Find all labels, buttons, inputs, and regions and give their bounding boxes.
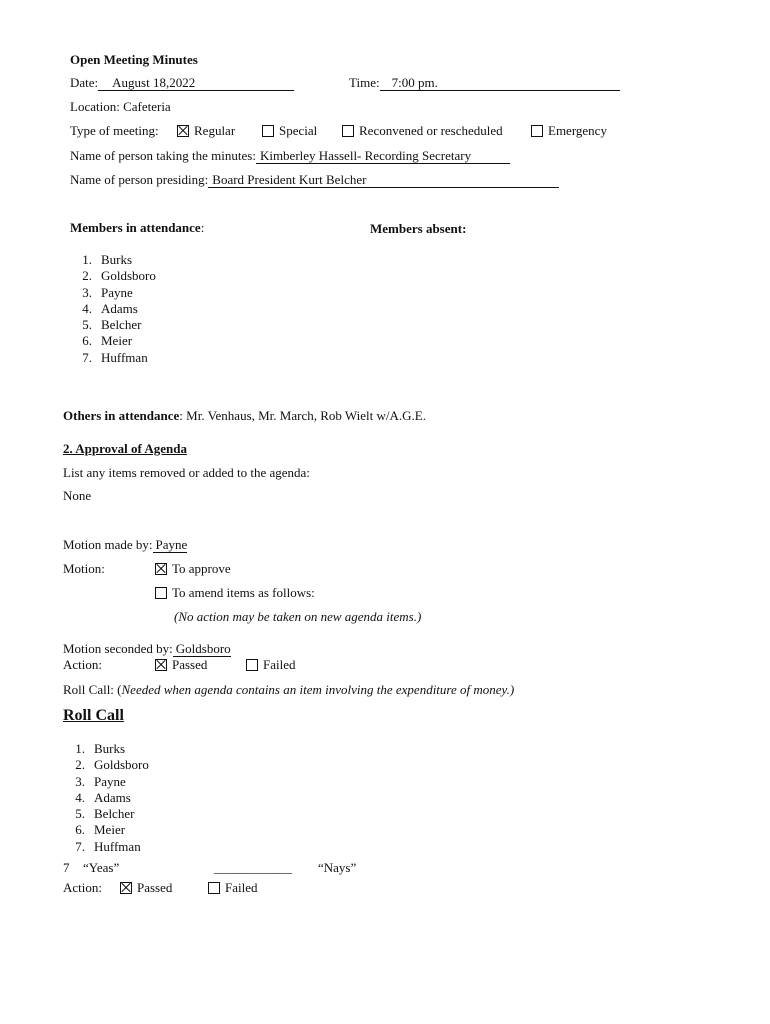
roll-action-passed[interactable]: Passed xyxy=(120,880,172,896)
time-row xyxy=(349,75,620,91)
list-item: 4. Adams xyxy=(82,300,138,316)
list-item: 6. Meier xyxy=(82,333,133,349)
members-absent-heading: Members absent: xyxy=(370,221,467,236)
agenda-list-value: None xyxy=(63,488,92,503)
checkbox-empty-icon[interactable] xyxy=(342,125,354,137)
list-item: 7. Huffman xyxy=(82,349,148,365)
roll-call-note: Roll Call: (Needed when agenda contains an item involving the expenditure of money.) xyxy=(63,682,515,697)
roll-call-list xyxy=(63,741,149,855)
action-label: Action: xyxy=(63,657,102,672)
agenda-heading: 2. Approval of Agenda xyxy=(63,441,188,456)
list-item: 1. Burks xyxy=(82,252,133,267)
list-item: 6. Meier xyxy=(75,822,126,838)
list-item: 2. Goldsboro xyxy=(82,268,156,284)
motion-made-value: Payne xyxy=(153,537,188,553)
list-item: 2. Goldsboro xyxy=(75,757,149,773)
date-value: August 18,2022 xyxy=(98,75,294,91)
action-passed[interactable]: Passed xyxy=(155,657,207,673)
roll-action-failed[interactable]: Failed xyxy=(208,880,258,896)
list-item: 1. Burks xyxy=(75,741,126,756)
checkbox-empty-icon[interactable] xyxy=(262,125,274,137)
presiding-value: Board President Kurt Belcher xyxy=(208,172,559,188)
motion-seconded-row: Motion seconded by: Goldsboro xyxy=(63,641,231,656)
members-attendance-heading: Members in attendance: xyxy=(70,220,205,235)
list-item: 7. Huffman xyxy=(75,838,141,854)
nays-blank: ____________ xyxy=(214,860,292,875)
presiding-row xyxy=(70,172,559,188)
nays-label: “Nays” xyxy=(318,860,357,875)
meeting-type-label: Type of meeting: xyxy=(70,123,159,138)
location: Location: Cafeteria xyxy=(70,99,171,114)
motion-label: Motion: xyxy=(63,561,105,576)
yeas-label: “Yeas” xyxy=(83,860,120,875)
checkbox-checked-icon[interactable] xyxy=(155,563,167,575)
others-attendance: Others in attendance: Mr. Venhaus, Mr. March, Rob Wielt w/A.G.E. xyxy=(63,408,426,423)
list-item: 4. Adams xyxy=(75,789,131,805)
document-title: Open Meeting Minutes xyxy=(70,52,198,67)
date-row xyxy=(70,75,294,91)
checkbox-empty-icon[interactable] xyxy=(155,587,167,599)
members-list xyxy=(70,252,156,366)
checkbox-empty-icon[interactable] xyxy=(208,882,220,894)
checkbox-checked-icon[interactable] xyxy=(155,659,167,671)
checkbox-empty-icon[interactable] xyxy=(246,659,258,671)
motion-made-row: Motion made by: Payne xyxy=(63,537,188,552)
list-item: 3. Payne xyxy=(82,284,133,300)
date-label: Date: xyxy=(70,75,99,90)
time-label: Time: xyxy=(349,75,380,90)
checkbox-empty-icon[interactable] xyxy=(531,125,543,137)
roll-action-label: Action: xyxy=(63,880,102,895)
agenda-note: (No action may be taken on new agenda items.) xyxy=(174,609,422,624)
type-special[interactable]: Special xyxy=(262,123,317,139)
motion-amend[interactable]: To amend items as follows: xyxy=(155,585,315,601)
minutes-taker-value: Kimberley Hassell- Recording Secretary xyxy=(256,148,510,164)
motion-approve[interactable]: To approve xyxy=(155,561,231,577)
type-reconvened[interactable]: Reconvened or rescheduled xyxy=(342,123,503,139)
motion-seconded-value: Goldsboro xyxy=(173,641,231,657)
checkbox-checked-icon[interactable] xyxy=(177,125,189,137)
action-failed[interactable]: Failed xyxy=(246,657,296,673)
list-item: 5. Belcher xyxy=(82,317,142,333)
agenda-list-prompt: List any items removed or added to the agenda: xyxy=(63,465,310,480)
presiding-label: Name of person presiding: xyxy=(70,172,209,187)
minutes-taker-row xyxy=(70,148,510,164)
yeas-count: 7 xyxy=(63,860,70,875)
type-regular[interactable]: Regular xyxy=(177,123,235,139)
time-value: 7:00 pm. xyxy=(380,75,620,91)
minutes-taker-label: Name of person taking the minutes: xyxy=(70,148,256,163)
roll-call-heading: Roll Call xyxy=(63,707,124,724)
list-item: 5. Belcher xyxy=(75,806,135,822)
list-item: 3. Payne xyxy=(75,773,126,789)
type-emergency[interactable]: Emergency xyxy=(531,123,607,139)
checkbox-checked-icon[interactable] xyxy=(120,882,132,894)
